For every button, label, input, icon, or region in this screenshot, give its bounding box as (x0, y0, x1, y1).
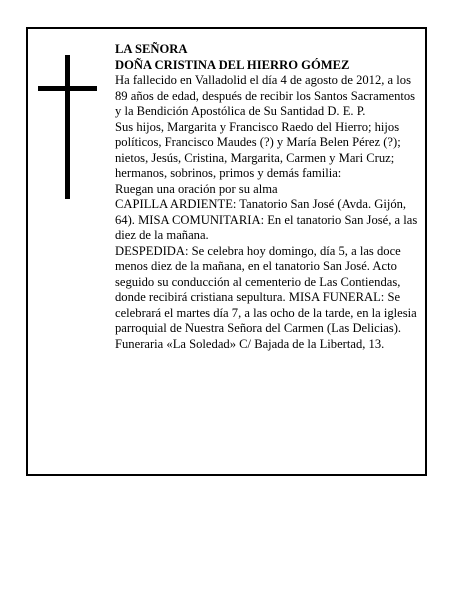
notice-title: LA SEÑORA (115, 42, 188, 56)
obituary-notice (26, 27, 427, 476)
farewell-info: DESPEDIDA: Se celebra hoy domingo, día 5, a las doce menos diez de la mañana, en el tanatorio San José. Acto seguido su conducción al cementerio de Las Contiendas, donde recibirá cristiana sepultura. MISA FUNERAL: Se celebrará el martes día 7, a las ocho de la tarde, en la iglesia parroquial de Nuestra Señora del Carmen (Las Delicias). (115, 243, 417, 335)
death-announcement: Ha fallecido en Valladolid el día 4 de agosto de 2012, a los 89 años de edad, después de recibir los Santos Sacramentos y la Bendición Apostólica de Su Santidad D. E. P. (115, 73, 416, 118)
cross-horizontal-bar (38, 86, 97, 91)
prayer-request: Ruegan una oración por su alma (115, 181, 278, 196)
deceased-name: DOÑA CRISTINA DEL HIERRO GÓMEZ (115, 57, 350, 72)
funeral-home: Funeraria «La Soledad» C/ Bajada de la Libertad, 13. (115, 336, 385, 351)
cross-vertical-bar (65, 55, 70, 199)
chapel-info: CAPILLA ARDIENTE: Tanatorio San José (Avda. Gijón, 64). MISA COMUNITARIA: En el tanatorio San José, a las diez de la mañana. (115, 197, 418, 242)
family-list: Sus hijos, Margarita y Francisco Raedo del Hierro; hijos políticos, Francisco Maudes (?) y María Belen Pérez (?); nietos, Jesús, Cristina, Margarita, Carmen y Mari Cruz; hermanos, sobrinos, primos y demás familia: (115, 119, 401, 180)
cross-icon (38, 55, 98, 199)
notice-body (115, 42, 421, 352)
